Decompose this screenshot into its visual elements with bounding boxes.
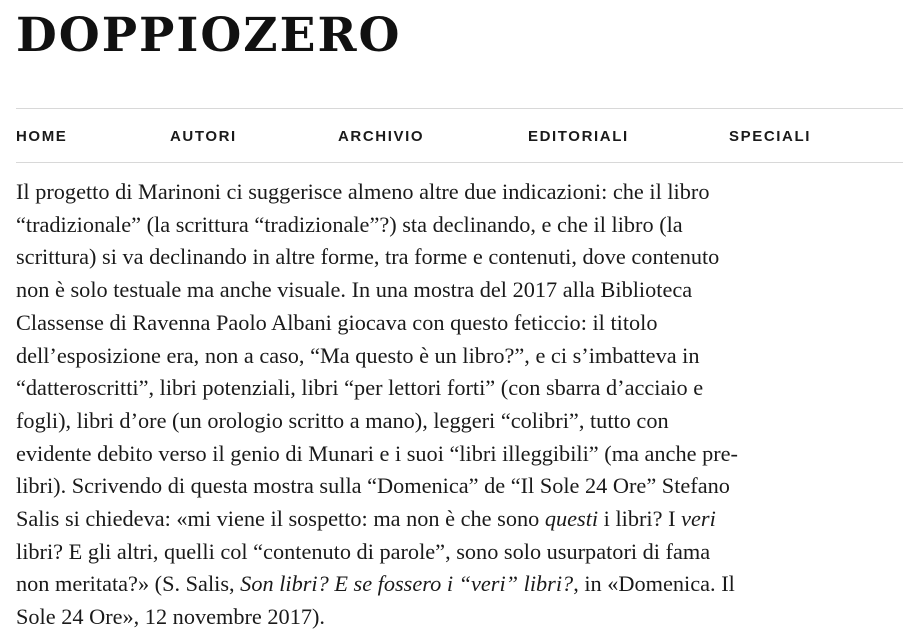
nav-bottom-divider (16, 162, 903, 163)
article-line: dell’esposizione era, non a caso, “Ma questo è un libro?”, e ci s’imbatteva in (16, 342, 700, 368)
article-line: fogli), libri d’ore (un orologio scritto a mano), leggeri “colibri”, tutto con (16, 407, 669, 433)
article-paragraph (16, 176, 896, 634)
nav-item-editoriali[interactable]: EDITORIALI (528, 128, 629, 145)
article-line: non è solo testuale ma anche visuale. In una mostra del 2017 alla Biblioteca (16, 277, 693, 303)
main-nav (0, 128, 903, 148)
article-text: , in «Domenica. Il (573, 571, 735, 597)
article-line: Classense di Ravenna Paolo Albani giocava con questo feticcio: il titolo (16, 309, 658, 335)
article-line: evidente debito verso il genio di Munari e i suoi “libri illeggibili” (ma anche pre- (16, 440, 738, 466)
article-line: “datteroscritti”, libri potenziali, libri “per lettori forti” (con sbarra d’acciaio e (16, 375, 704, 401)
article-line: libri? E gli altri, quelli col “contenuto di parole”, sono solo usurpatori di fama (16, 538, 711, 564)
article-line (16, 568, 896, 601)
nav-item-autori[interactable]: AUTORI (170, 128, 237, 145)
article-line: “tradizionale” (la scrittura “tradizionale”?) sta declinando, e che il libro (la (16, 211, 683, 237)
nav-item-speciali[interactable]: SPECIALI (729, 128, 811, 145)
article-text: non meritata?» (S. Salis, (16, 571, 241, 597)
article-italic-text: questi (544, 506, 599, 532)
article-italic-text: veri (681, 506, 716, 532)
article-text: i libri? I (598, 506, 682, 532)
article-line: Sole 24 Ore», 12 novembre 2017). (16, 604, 325, 630)
nav-top-divider (16, 108, 903, 109)
article-line: Il progetto di Marinoni ci suggerisce almeno altre due indicazioni: che il libro (16, 179, 710, 204)
site-logo[interactable]: DOPPIOZERO (16, 8, 402, 63)
article-line (16, 503, 896, 536)
article-text: Salis si chiedeva: «mi viene il sospetto: ma non è che sono (16, 506, 545, 532)
nav-item-home[interactable]: HOME (16, 128, 68, 145)
article-citation-title: Son libri? E se fossero i “veri” libri? (240, 571, 574, 597)
article-line: scrittura) si va declinando in altre forme, tra forme e contenuti, dove contenuto (16, 244, 720, 270)
article-line: libri). Scrivendo di questa mostra sulla “Domenica” de “Il Sole 24 Ore” Stefano (16, 473, 730, 499)
nav-item-archivio[interactable]: ARCHIVIO (338, 128, 425, 145)
